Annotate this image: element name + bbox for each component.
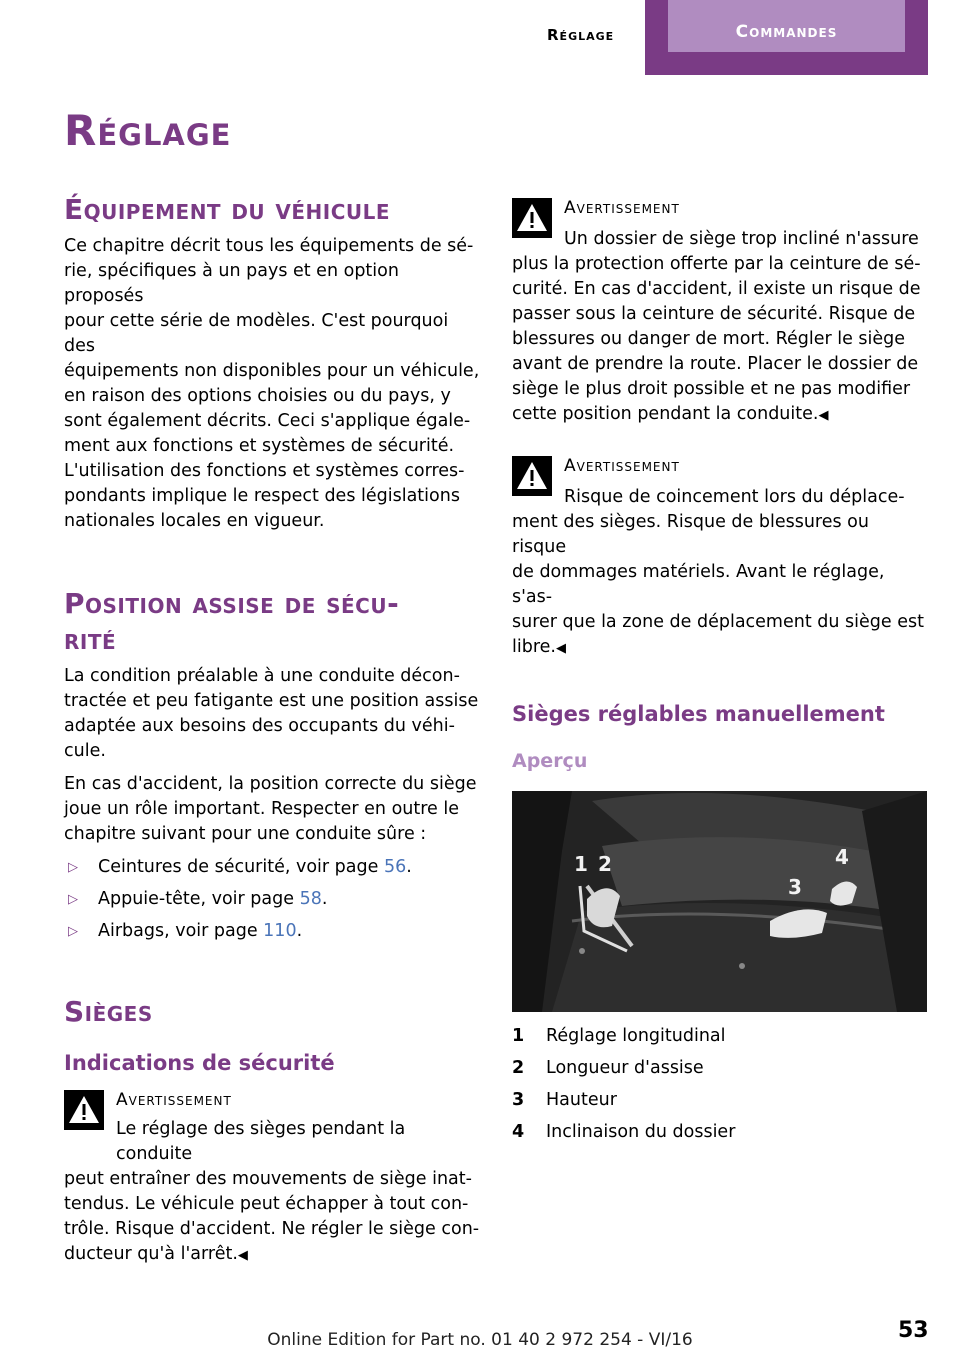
warning-title: Avertissement [564, 456, 680, 476]
text-line: chapitre suivant pour une conduite sûre : [64, 824, 427, 844]
bullet-text: Ceintures de sécurité, voir page [98, 857, 384, 877]
bullet-end: . [321, 889, 328, 909]
text-line: passer sous la ceinture de sécurité. Risque de [512, 304, 916, 324]
text-line: tractée et peu fatigante est une position assise [64, 691, 479, 711]
legend-text: Longueur d'assise [546, 1058, 704, 1078]
photo-label-1: 1 [574, 852, 588, 876]
footer-edition: Online Edition for Part no. 01 40 2 972 254 - VI/16 [267, 1330, 693, 1350]
text-line: Le réglage des sièges pendant la conduite [116, 1119, 406, 1164]
safety-bullet-list [64, 855, 482, 944]
text-line [512, 402, 928, 428]
bullet-item [64, 855, 482, 880]
photo-label-4: 4 [835, 845, 849, 869]
warning-title: Avertissement [564, 198, 680, 218]
sieges-title: Sièges [64, 995, 153, 1028]
text-line: Ce chapitre décrit tous les équipements de sé‐ [64, 236, 474, 256]
header-tab-reglage[interactable] [525, 0, 645, 75]
page-ref-link[interactable]: 110 [263, 921, 297, 941]
text-line: plus la protection offerte par la ceinture de sé‐ [512, 254, 921, 274]
legend-item [512, 1052, 928, 1084]
apercu-title: Aperçu [512, 750, 588, 772]
text-line: La condition préalable à une conduite décon‐ [64, 666, 460, 686]
warning-title: Avertissement [116, 1090, 232, 1110]
legend-item [512, 1084, 928, 1116]
bullet-item [64, 887, 482, 912]
bullet-text: Airbags, voir page [98, 921, 264, 941]
text-line: équipements non disponibles pour un véhicule, [64, 361, 480, 381]
text-line: surer que la zone de déplacement du siège est [512, 612, 924, 632]
legend-number: 4 [512, 1122, 525, 1142]
text-line: ment des sièges. Risque de blessures ou risque [512, 512, 869, 557]
page-number: 53 [898, 1318, 929, 1343]
end-mark-icon: ◀ [818, 408, 829, 423]
text-line: joue un rôle important. Respecter en outre le [64, 799, 460, 819]
bullet-end: . [296, 921, 303, 941]
photo-label-2: 2 [598, 852, 612, 876]
position-para2 [64, 772, 482, 847]
end-mark-icon: ◀ [237, 1248, 248, 1263]
text-line: Risque de coincement lors du déplace‐ [564, 487, 905, 507]
end-mark-icon: ◀ [555, 641, 566, 656]
triangle-bullet-icon: ▷ [68, 924, 78, 939]
bullet-item [64, 919, 482, 944]
text-line: sont également décrits. Ceci s'applique égale‐ [64, 411, 471, 431]
legend-text: Réglage longitudinal [546, 1026, 726, 1046]
page-ref-link[interactable]: 58 [299, 889, 322, 909]
header-tab-commandes[interactable] [645, 0, 928, 75]
page-ref-link[interactable]: 56 [383, 857, 407, 877]
text-line [512, 635, 928, 661]
photo-label-3: 3 [788, 875, 802, 899]
text-line: peut entraîner des mouvements de siège inat‐ [64, 1169, 472, 1189]
manual-seats-title: Sièges réglables manuellement [512, 702, 885, 726]
triangle-bullet-icon: ▷ [68, 860, 78, 875]
text-line: tendus. Le véhicule peut échapper à tout con‐ [64, 1194, 469, 1214]
photo-legend [512, 1020, 928, 1148]
warning-icon [512, 456, 552, 496]
triangle-bullet-icon: ▷ [68, 892, 78, 907]
legend-number: 2 [512, 1058, 525, 1078]
left-column [64, 192, 482, 1268]
text-line: curité. En cas d'accident, il existe un risque de [512, 279, 921, 299]
warning-icon [512, 198, 552, 238]
legend-text: Inclinaison du dossier [546, 1122, 736, 1142]
warning-box [64, 1088, 482, 1268]
equipement-title: Équipement du véhicule [64, 193, 391, 226]
text-line: de dommages matériels. Avant le réglage, s'as‐ [512, 562, 885, 607]
header-tab-reglage-label: Réglage [547, 26, 615, 44]
text-line: pour cette série de modèles. C'est pourquoi des [64, 311, 449, 356]
text-line: Un dossier de siège trop incliné n'assure [564, 229, 919, 249]
header-tab-commandes-box [668, 0, 905, 52]
text-line: L'utilisation des fonctions et systèmes corres‐ [64, 461, 465, 481]
header-tab-commandes-label: Commandes [735, 22, 838, 42]
warning-box [512, 454, 928, 661]
text-line [64, 1242, 482, 1268]
legend-number: 3 [512, 1090, 525, 1110]
text-line: trôle. Risque d'accident. Ne régler le siège con‐ [64, 1219, 480, 1239]
equipement-text [64, 234, 482, 534]
right-column [512, 196, 928, 1148]
seat-photo-figure [512, 791, 928, 1012]
position-title-line2: rité [64, 623, 117, 656]
bullet-end: . [406, 857, 412, 877]
indications-title: Indications de sécurité [64, 1051, 335, 1075]
text-line: En cas d'accident, la position correcte du siège [64, 774, 477, 794]
text-line: ment aux fonctions et systèmes de sécurité. [64, 436, 455, 456]
text-line: blessures ou danger de mort. Régler le siège [512, 329, 906, 349]
text-line: pondants implique le respect des législations [64, 486, 460, 506]
position-para1 [64, 664, 482, 764]
seat-adjustment-photo [512, 791, 927, 1012]
position-title-line1: Position assise de sécu‐ [64, 587, 400, 620]
legend-item [512, 1116, 928, 1148]
legend-number: 1 [512, 1026, 525, 1046]
bullet-text: Appuie-tête, voir page [98, 889, 300, 909]
text-line-content: libre. [512, 637, 556, 657]
text-line-content: ducteur qu'à l'arrêt. [64, 1244, 238, 1264]
text-line: nationales locales en vigueur. [64, 511, 325, 531]
text-line-content: cette position pendant la conduite. [512, 404, 819, 424]
legend-item [512, 1020, 928, 1052]
warning-box [512, 196, 928, 428]
text-line: cule. [64, 741, 106, 761]
text-line: rie, spécifiques à un pays et en option proposés [64, 261, 399, 306]
text-line: adaptée aux besoins des occupants du véhi‐ [64, 716, 455, 736]
text-line: avant de prendre la route. Placer le dossier de [512, 354, 919, 374]
warning-icon [64, 1090, 104, 1130]
page-title: Réglage [64, 106, 232, 155]
position-title [64, 586, 482, 658]
text-line: siège le plus droit possible et ne pas modifier [512, 379, 911, 399]
text-line: en raison des options choisies ou du pays, y [64, 386, 451, 406]
legend-text: Hauteur [546, 1090, 617, 1110]
